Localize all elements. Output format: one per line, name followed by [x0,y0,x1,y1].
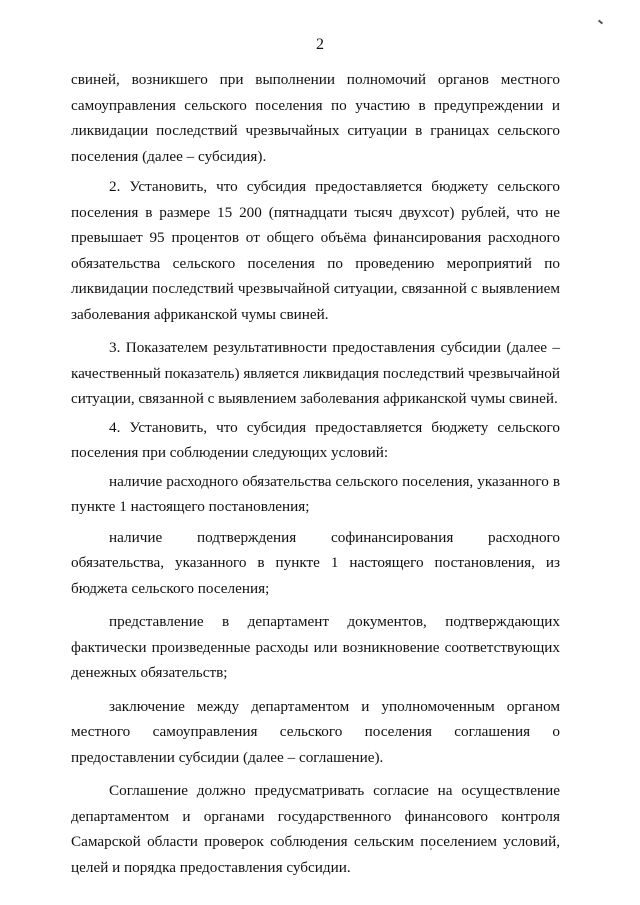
paragraph-item-4: 4. Установить, что субсидия предоставляется бюджету сельского поселения при соблюдении следующих условий: [71,418,560,461]
document-body [71,67,560,880]
page-number: 2 [316,36,324,53]
paragraph-agreement-consent: Соглашение должно предусматривать согласие на осуществление департаментом и органами государственного финансового контроля Самарской области проверок соблюдения сельским поселением условий, целей и порядка предоставления субсидии. [71,782,560,876]
paragraph-item-2: 2. Установить, что субсидия предоставляется бюджету сельского поселения в размере 15 200 (пятнадцати тысяч двухсот) рублей, что не превышает 95 процентов от общего объёма финансирования расходного обязательства сельского поселения по проведению мероприятий по ликвидации последствий чрезвычайной ситуации, связанной с выявлением заболевания африканской чумы свиней. [71,178,560,323]
paragraph-continuation: свиней, возникшего при выполнении полномочий органов местного самоуправления сельского поселения по участию в предупреждении и ликвидации последствий чрезвычайных ситуации в границах сельского поселения (далее – субсидия). [71,71,560,165]
condition-documents: представление в департамент документов, подтверждающих фактически произведенные расходы или возникновение соответствующих денежных обязательств; [71,613,560,681]
paragraph-item-3: 3. Показателем результативности предоставления субсидии (далее – качественный показатель) является ликвидация последствий чрезвычайной ситуации, связанной с выявлением заболевания африканской чумы свиней. [71,339,560,407]
condition-agreement: заключение между департаментом и уполномоченным органом местного самоуправления сельского поселения соглашения о предоставлении субсидии (далее – соглашение). [71,697,560,766]
scan-artifact-mark [598,20,603,25]
condition-expense-obligation: наличие расходного обязательства сельского поселения, указанного в пункте 1 настоящего постановления; [71,472,560,515]
condition-cofinancing: наличие подтверждения софинансирования расходного обязательства, указанного в пункте 1 настоящего постановления, из бюджета сельского поселения; [71,528,560,597]
